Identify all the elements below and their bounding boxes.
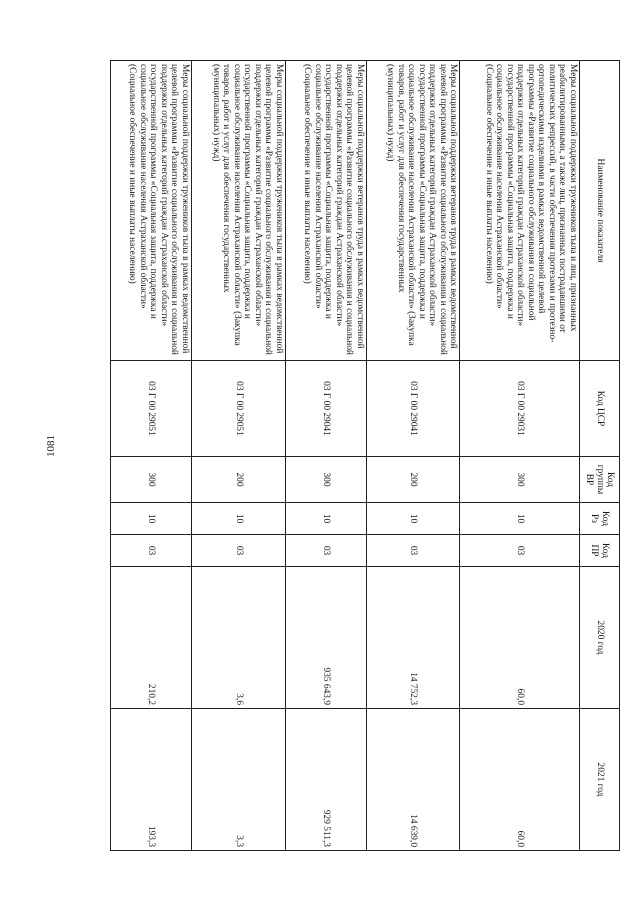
row-rz: 10 bbox=[366, 503, 460, 535]
row-2021: 193,3 bbox=[111, 709, 192, 851]
row-2021: 14 639,0 bbox=[366, 709, 460, 851]
row-csr: 03 Г 00 29041 bbox=[285, 361, 366, 457]
row-rz: 10 bbox=[111, 503, 192, 535]
row-csr: 03 Г 00 29031 bbox=[460, 361, 580, 457]
row-name: Меры социальной поддержки тружеников тыла в рамках ведомственной целевой программы «Развитие социального обслуживания и социальной поддержки отдельных категорий граждан Астраханской области» государственной программы «Социальная защита, поддержка и социальное обслуживание населения Астраханской области» (Закупка товаров, работ и услуг для обеспечения государственных (муниципальных) нужд) bbox=[191, 61, 285, 361]
row-vr: 200 bbox=[191, 457, 285, 503]
header-name: Наименование показателя bbox=[580, 61, 620, 361]
row-name: Меры социальной поддержки ветеранов труда в рамках ведомственной целевой программы «Развитие социального обслуживания и социальной поддержки отдельных категорий граждан Астраханской области» государственной программы «Социальная защита, поддержка и социальное обслуживание населения Астраханской области» (Социальное обеспечение и иные выплаты населению) bbox=[285, 61, 366, 361]
row-csr: 03 Г 00 29051 bbox=[191, 361, 285, 457]
table-row bbox=[366, 61, 460, 851]
row-vr: 200 bbox=[366, 457, 460, 503]
row-2020: 935 643,9 bbox=[285, 567, 366, 709]
header-pr: Код ПР bbox=[580, 535, 620, 567]
header-vr: Код группы ВР bbox=[580, 457, 620, 503]
row-2020: 14 752,3 bbox=[366, 567, 460, 709]
row-vr: 300 bbox=[285, 457, 366, 503]
budget-table bbox=[110, 60, 620, 851]
row-vr: 300 bbox=[460, 457, 580, 503]
row-rz: 10 bbox=[460, 503, 580, 535]
row-pr: 03 bbox=[366, 535, 460, 567]
table-row bbox=[285, 61, 366, 851]
row-rz: 10 bbox=[191, 503, 285, 535]
row-pr: 03 bbox=[285, 535, 366, 567]
row-2021: 3,3 bbox=[191, 709, 285, 851]
table-header-row bbox=[580, 61, 620, 851]
row-name: Меры социальной поддержки тружеников тыла и лиц, признанных реабилитированными, а также лиц, признанных пострадавшими от политических репрессий, в части обеспечения протезами и протезно-ортопедическими изделиями в рамках ведомственной целевой программы «Развитие социального обслуживания и социальной поддержки отдельных категорий граждан Астраханской области» государственной программы «Социальная защита, поддержка и социальное обслуживание населения Астраханской области» (Социальное обеспечение и иные выплаты населению) bbox=[460, 61, 580, 361]
row-2021: 929 511,3 bbox=[285, 709, 366, 851]
row-csr: 03 Г 00 29041 bbox=[366, 361, 460, 457]
header-2020: 2020 год bbox=[580, 567, 620, 709]
budget-table-sheet bbox=[110, 60, 620, 850]
header-csr: Код ЦСР bbox=[580, 361, 620, 457]
row-pr: 03 bbox=[191, 535, 285, 567]
header-2021: 2021 год bbox=[580, 709, 620, 851]
table-row bbox=[111, 61, 192, 851]
row-name: Меры социальной поддержки ветеранов труда в рамках ведомственной целевой программы «Развитие социального обслуживания и социальной поддержки отдельных категорий граждан Астраханской области» государственной программы «Социальная защита, поддержка и социальное обслуживание населения Астраханской области» (Закупка товаров, работ и услуг для обеспечения государственных (муниципальных) нужд) bbox=[366, 61, 460, 361]
row-csr: 03 Г 00 29051 bbox=[111, 361, 192, 457]
row-pr: 03 bbox=[460, 535, 580, 567]
table-row bbox=[191, 61, 285, 851]
page-number: 1081 bbox=[45, 435, 57, 457]
row-2020: 60,0 bbox=[460, 567, 580, 709]
row-2020: 210,2 bbox=[111, 567, 192, 709]
row-name: Меры социальной поддержки тружеников тыла в рамках ведомственной целевой программы «Развитие социального обслуживания и социальной поддержки отдельных категорий граждан Астраханской области» государственной программы «Социальная защита, поддержка и социальное обслуживание населения Астраханской области» (Социальное обеспечение и иные выплаты населению) bbox=[111, 61, 192, 361]
row-vr: 300 bbox=[111, 457, 192, 503]
row-2021: 60,0 bbox=[460, 709, 580, 851]
table-row bbox=[460, 61, 580, 851]
row-pr: 03 bbox=[111, 535, 192, 567]
row-rz: 10 bbox=[285, 503, 366, 535]
header-rz: Код Рз bbox=[580, 503, 620, 535]
row-2020: 3,6 bbox=[191, 567, 285, 709]
